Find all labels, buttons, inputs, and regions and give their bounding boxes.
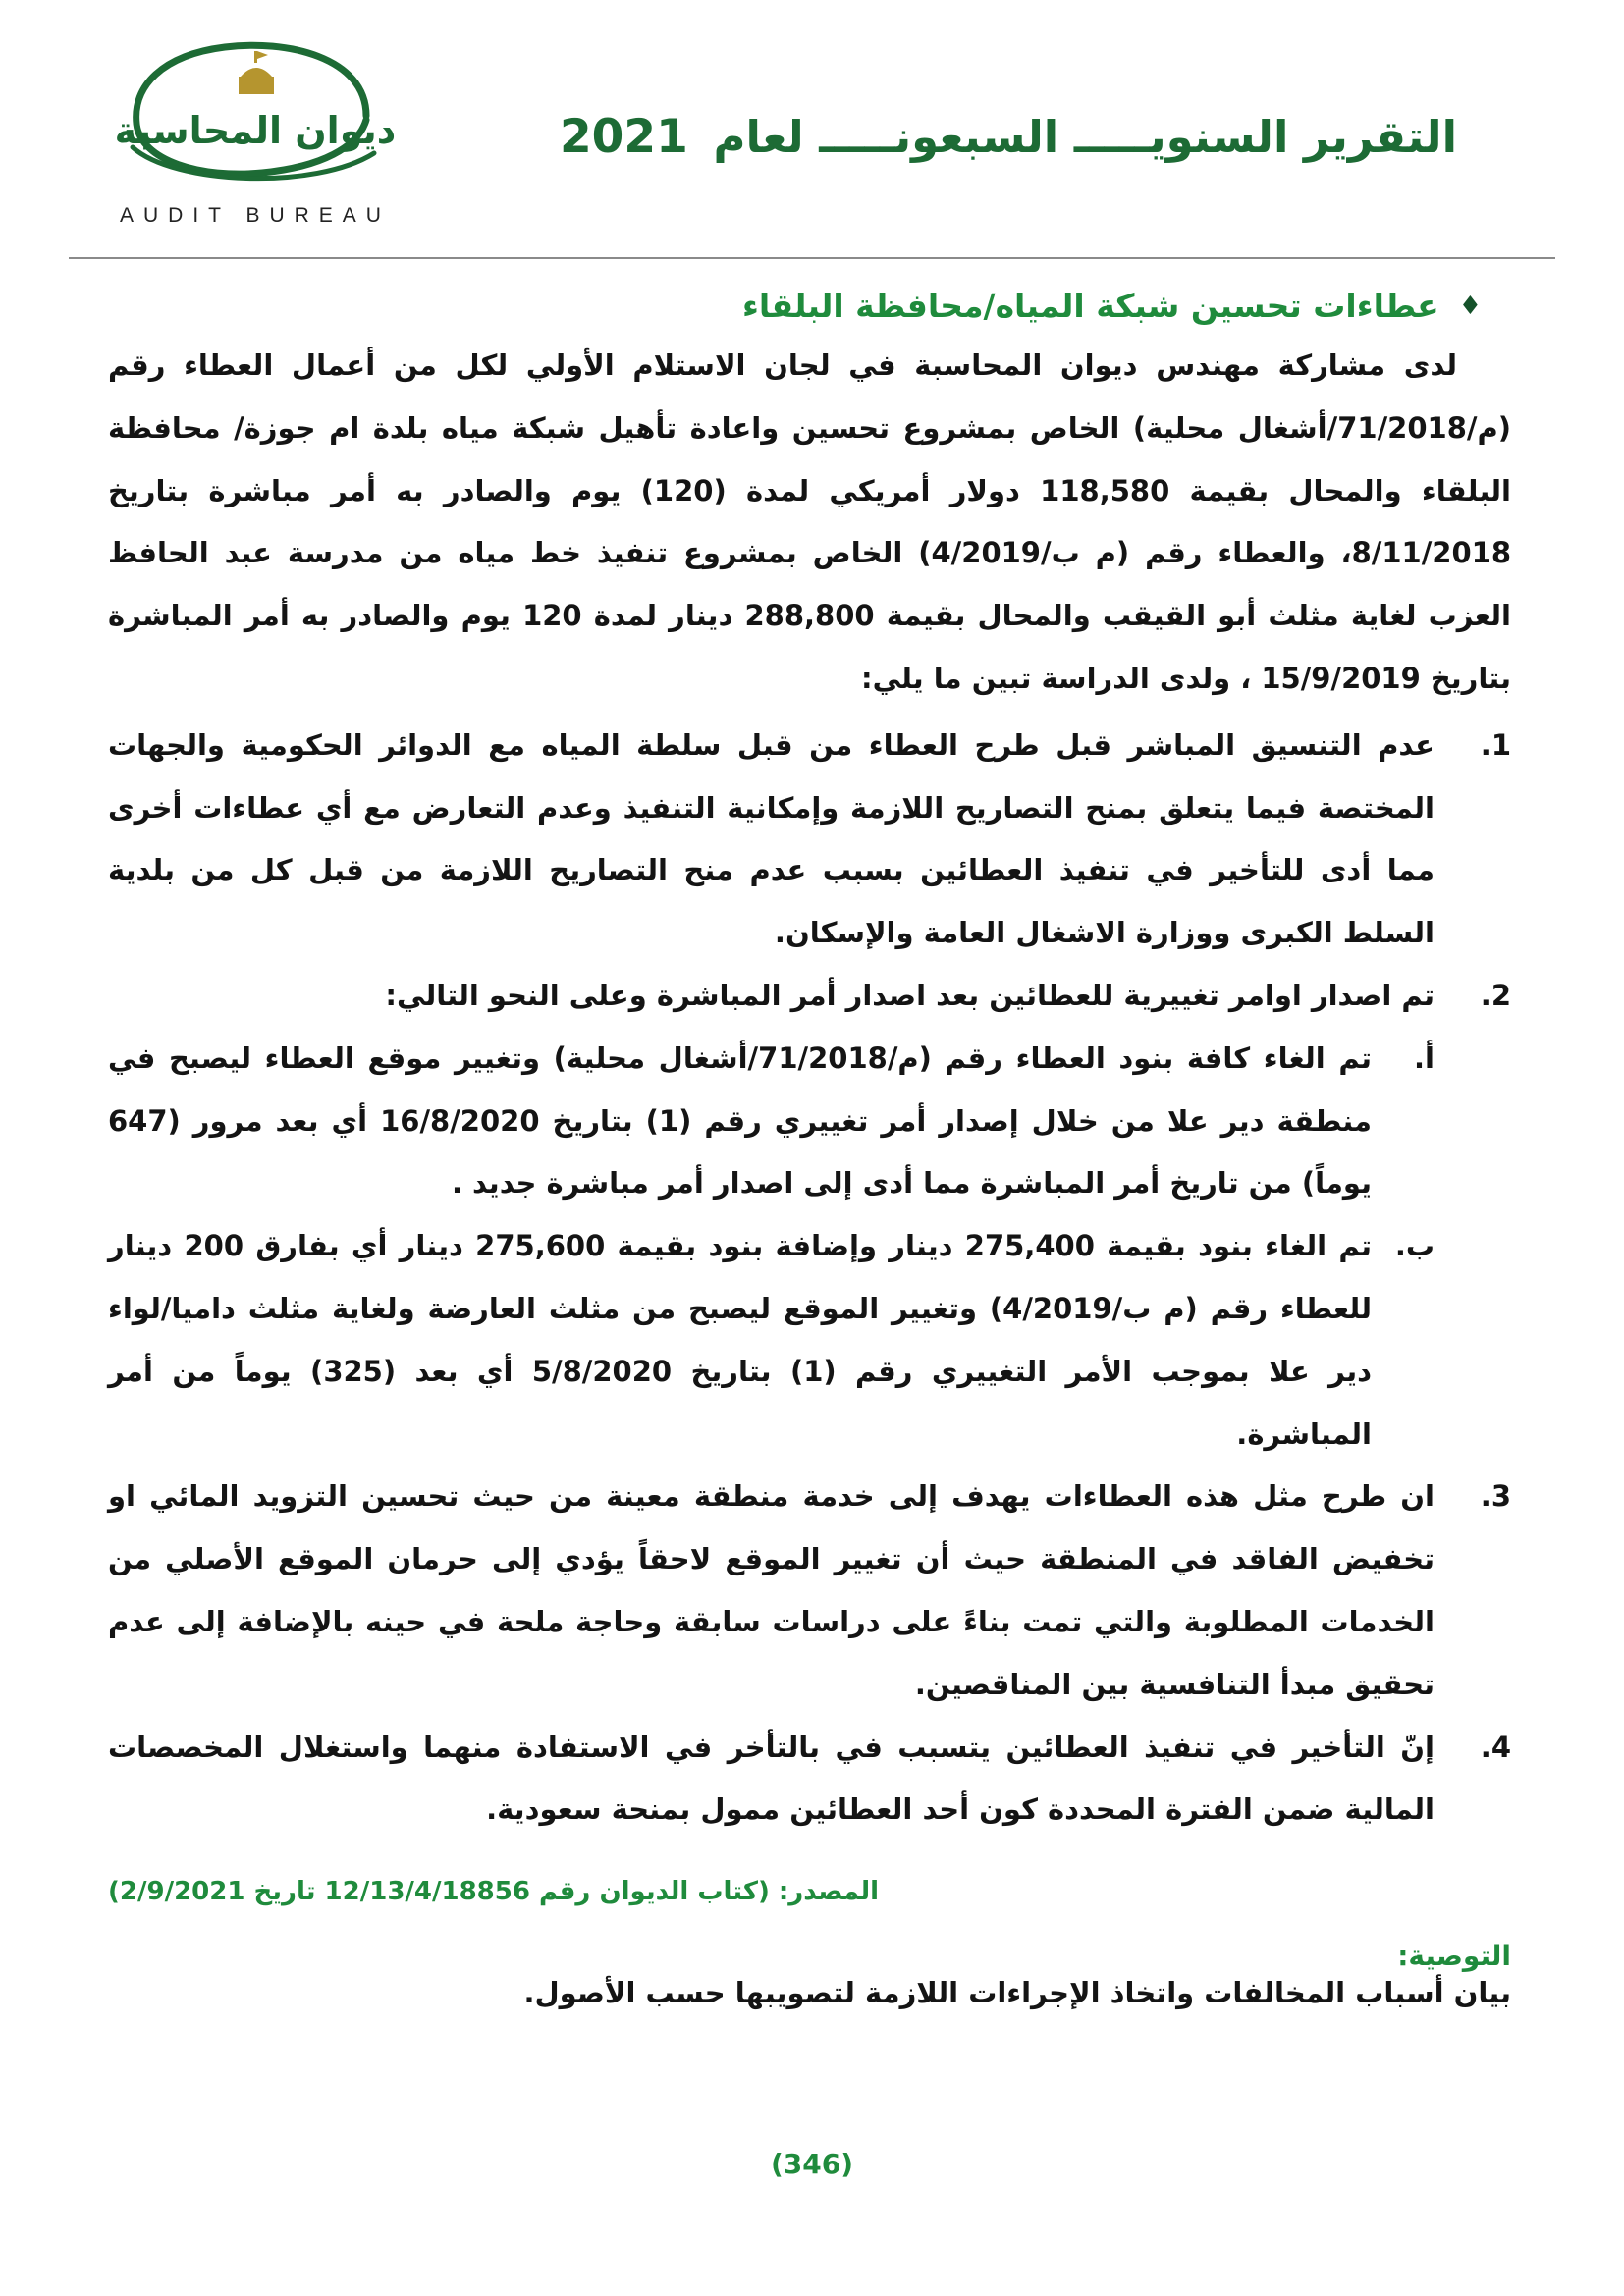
logo-english-name: AUDIT BUREAU bbox=[120, 204, 391, 227]
list-item-marker: 2. bbox=[1480, 978, 1511, 1012]
recommendation-text: بيان أسباب المخالفات واتخاذ الإجراءات اللازمة لتصويبها حسب الأصول. bbox=[523, 1976, 1511, 2010]
article-content bbox=[0, 287, 1624, 2009]
page-header bbox=[0, 0, 1624, 257]
list-item-text: ان طرح مثل هذه العطاءات يهدف إلى خدمة منطقة معينة من حيث تحسين التزويد المائي او تخفيض الفاقد في المنطقة حيث أن تغيير الموقع لاحقاً يؤدي إلى حرمان الموقع الأصلي من الخدمات المطلوبة والتي تمت بناءً على دراسات سابقة وحاجة ملحة في حينه بالإضافة إلى عدم تحقيق مبدأ التنافسية بين المناقصين. bbox=[108, 1479, 1435, 1701]
sub-list-item-marker: ب. bbox=[1394, 1229, 1435, 1263]
source-line: المصدر: (كتاب الديوان رقم 12/13/4/18856 تاريخ 2/9/2021) bbox=[108, 1877, 880, 1907]
audit-bureau-emblem bbox=[103, 26, 407, 198]
logo-arabic-name: ديوان المحاسبة bbox=[114, 109, 397, 152]
findings-list bbox=[108, 715, 1511, 1842]
list-item bbox=[108, 715, 1511, 965]
list-item bbox=[108, 965, 1511, 1028]
recommendation-label: التوصية: bbox=[1397, 1940, 1511, 1973]
page-number: (346) bbox=[770, 2148, 854, 2180]
sub-list-item-text: تم الغاء كافة بنود العطاء رقم (م/71/2018/أشغال محلية) وتغيير موقع العطاء ليصبح في منطقة دير علا من خلال إصدار أمر تغييري رقم (1) بتاريخ 16/8/2020 أي بعد مرور (647 يوماً) من تاريخ أمر المباشرة مما أدى إلى اصدار أمر مباشرة جديد . bbox=[108, 1041, 1372, 1201]
gold-building-icon bbox=[239, 51, 274, 94]
list-item-text: عدم التنسيق المباشر قبل طرح العطاء من قبل سلطة المياه مع الدوائر الحكومية والجهات المختصة فيما يتعلق بمنح التصاريح اللازمة وإمكانية التنفيذ وعدم التعارض مع أي عطاءات أخرى مما أدى للتأخير في تنفيذ العطائين بسبب عدم منح التصاريح اللازمة من قبل كل من بلدية السلط الكبرى ووزارة الاشغال العامة والإسكان. bbox=[108, 727, 1435, 950]
intro-paragraph: لدى مشاركة مهندس ديوان المحاسبة في لجان الاستلام الأولي لكل من أعمال العطاء رقم (م/71/2018/أشغال محلية) الخاص بمشروع تحسين واعادة تأهيل شبكة مياه بلدة ام جوزة/ محافظة البلقاء والمحال بقيمة 118,580 دولار أمريكي لمدة (120) يوم والصادر به أمر مباشرة بتاريخ 8/11/2018، والعطاء رقم (م ب/4/2019) الخاص بمشروع تنفيذ خط مياه من مدرسة عبد الحافظ العزب لغاية مثلث أبو القيقب والمحال بقيمة 288,800 دينار لمدة 120 يوم والصادر به أمر المباشرة بتاريخ 15/9/2019 ، ولدى الدراسة تبين ما يلي: bbox=[108, 348, 1511, 695]
list-item-text: إنّ التأخير في تنفيذ العطائين يتسبب في بالتأخر في الاستفادة منهما واستغلال المخصصات المالية ضمن الفترة المحددة كون أحد العطائين ممول بمنحة سعودية. bbox=[108, 1730, 1435, 1827]
diamond-bullet-icon: ♦ bbox=[1458, 291, 1482, 321]
list-item-marker: 4. bbox=[1480, 1730, 1511, 1764]
report-title-text: التقرير السنويـــــ السبعونـــــ لعام bbox=[713, 111, 1457, 163]
list-item-marker: 1. bbox=[1480, 727, 1511, 762]
sub-list-item bbox=[108, 1215, 1511, 1466]
header-divider bbox=[69, 257, 1555, 259]
section-title: عطاءات تحسين شبكة المياه/محافظة البلقاء bbox=[742, 287, 1439, 325]
sub-list-item-marker: أ. bbox=[1414, 1041, 1435, 1075]
report-title bbox=[560, 110, 1457, 164]
audit-bureau-logo bbox=[103, 26, 407, 228]
list-item bbox=[108, 1466, 1511, 1716]
list-item-text: تم اصدار اوامر تغييرية للعطائين بعد اصدار أمر المباشرة وعلى النحو التالي: bbox=[385, 978, 1435, 1012]
list-item-marker: 3. bbox=[1480, 1479, 1511, 1514]
report-title-year: 2021 bbox=[559, 110, 688, 164]
section-heading bbox=[108, 287, 1482, 325]
sub-list-item bbox=[108, 1028, 1511, 1215]
list-item bbox=[108, 1717, 1511, 1842]
sub-list-item-text: تم الغاء بنود بقيمة 275,400 دينار وإضافة بنود بقيمة 275,600 دينار أي بفارق 200 دينار للعطاء رقم (م ب/4/2019) وتغيير الموقع ليصبح من مثلث العارضة ولغاية مثلث داميا/لواء دير علا بموجب الأمر التغييري رقم (1) بتاريخ 5/8/2020 أي بعد (325) يوماً من أمر المباشرة. bbox=[108, 1229, 1373, 1451]
